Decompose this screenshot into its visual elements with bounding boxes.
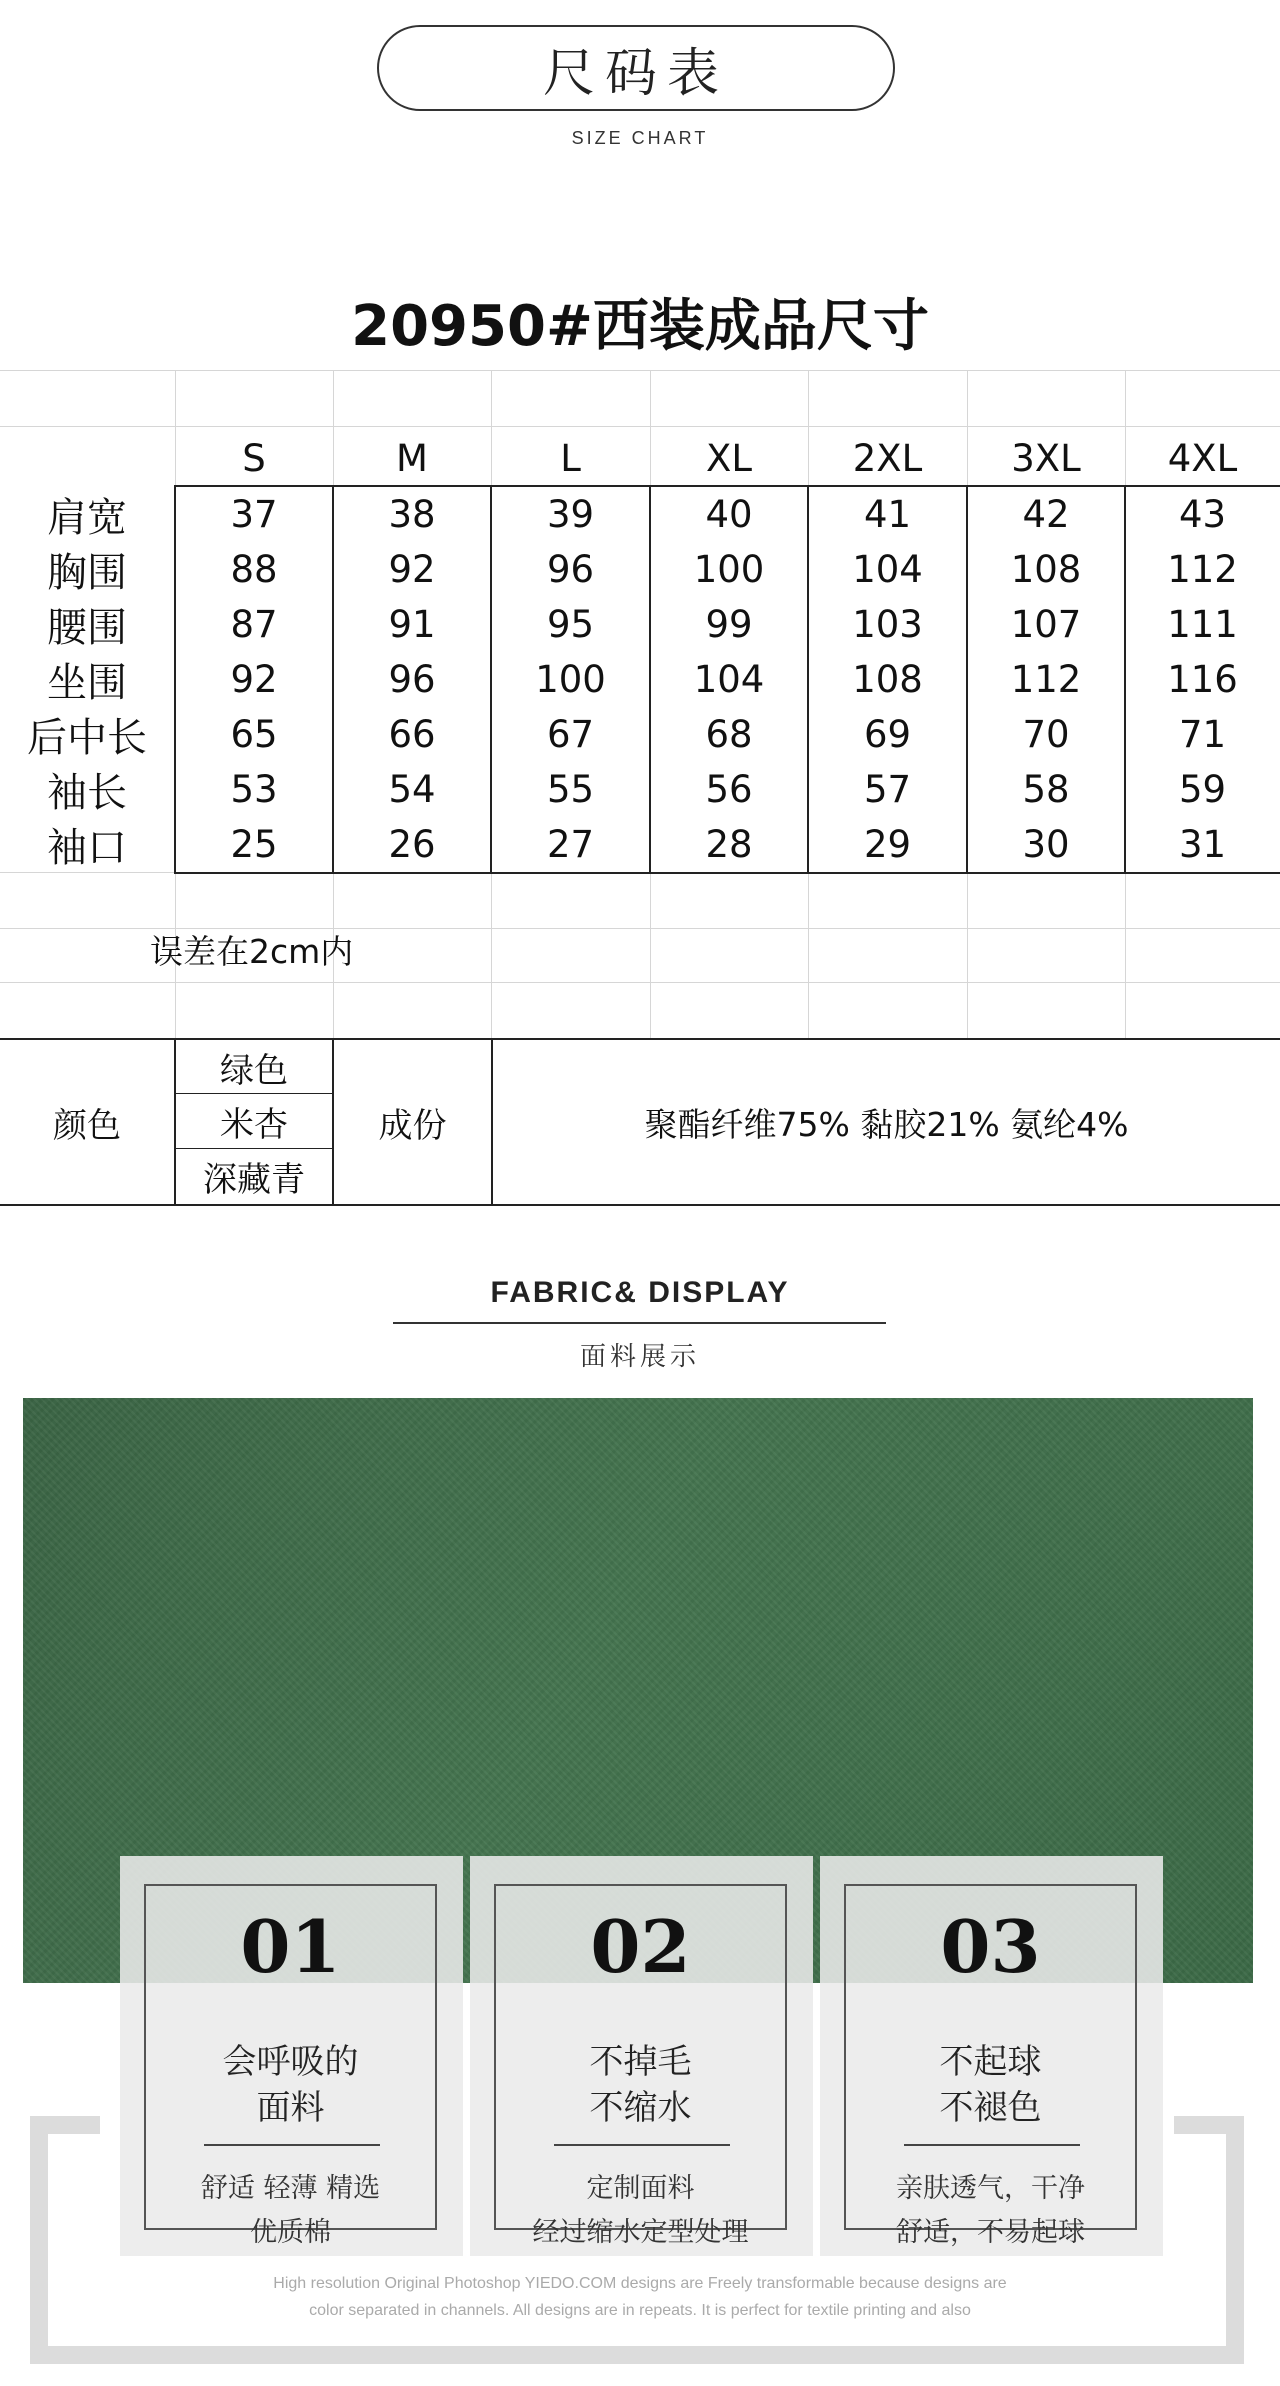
title-divider <box>393 1322 886 1324</box>
table-cell: 31 <box>1178 823 1227 866</box>
table-cell: 104 <box>693 658 765 701</box>
disclaimer-line: High resolution Original Photoshop YIEDO.COM designs are Freely transformable because designs are <box>273 2275 1007 2292</box>
table-cell: 59 <box>1178 768 1227 811</box>
table-cell: 96 <box>546 548 595 591</box>
feature-description: 定制面料 <box>586 2173 695 2204</box>
size-header-l: L <box>560 436 581 480</box>
frame-decoration <box>30 2346 1244 2364</box>
table-cell: 92 <box>388 548 436 591</box>
table-cell: 92 <box>230 658 278 701</box>
table-cell: 25 <box>230 823 278 866</box>
table-cell: 91 <box>388 603 436 646</box>
feature-description: 舒适 轻薄 精选 <box>200 2173 381 2204</box>
size-chart-subtitle: SIZE CHART <box>571 128 709 148</box>
feature-divider <box>904 2144 1080 2146</box>
row-label: 胸围 <box>47 550 127 596</box>
fabric-display-subtitle: 面料展示 <box>579 1342 700 1372</box>
table-cell: 99 <box>705 603 753 646</box>
feature-title: 不掉毛 <box>589 2042 692 2082</box>
table-cell: 56 <box>705 768 753 811</box>
feature-description: 舒适，不易起球 <box>896 2217 1085 2248</box>
size-table <box>0 370 1280 1208</box>
feature-title: 会呼吸的 <box>222 2042 359 2082</box>
feature-description: 经过缩水定型处理 <box>532 2217 749 2248</box>
table-cell: 95 <box>546 603 595 646</box>
table-cell: 58 <box>1022 768 1070 811</box>
feature-title: 不起球 <box>939 2042 1042 2082</box>
table-cell: 100 <box>693 548 765 591</box>
table-cell: 42 <box>1022 493 1070 536</box>
table-cell: 100 <box>535 658 606 701</box>
table-cell: 69 <box>863 713 912 756</box>
color-option: 米杏 <box>220 1105 288 1145</box>
color-label: 颜色 <box>53 1106 121 1146</box>
table-cell: 54 <box>388 768 436 811</box>
row-label: 袖长 <box>47 770 127 816</box>
table-title: 20950#西装成品尺寸 <box>351 294 929 359</box>
table-cell: 70 <box>1022 713 1070 756</box>
feature-divider <box>204 2144 380 2146</box>
size-header-s: S <box>242 436 266 480</box>
table-cell: 38 <box>388 493 436 536</box>
feature-number: 03 <box>940 1904 1041 1989</box>
table-cell: 67 <box>546 713 595 756</box>
row-label: 后中长 <box>27 715 147 761</box>
table-cell: 96 <box>388 658 436 701</box>
feature-title: 面料 <box>256 2088 325 2128</box>
disclaimer-line: color separated in channels. All designs are in repeats. It is perfect for textile printing and also <box>309 2302 971 2319</box>
frame-decoration <box>1226 2116 1244 2364</box>
table-cell: 104 <box>852 548 923 591</box>
row-label: 坐围 <box>47 660 127 706</box>
composition-label: 成份 <box>378 1106 447 1146</box>
feature-card <box>820 1856 1163 2256</box>
table-cell: 116 <box>1167 658 1238 701</box>
feature-title: 不褪色 <box>939 2088 1042 2128</box>
table-cell: 112 <box>1167 548 1238 591</box>
table-cell: 57 <box>863 768 912 811</box>
table-cell: 108 <box>852 658 923 701</box>
row-label: 袖口 <box>47 825 127 871</box>
disclaimer-text <box>0 2270 1280 2324</box>
feature-card <box>470 1856 813 2256</box>
table-cell: 53 <box>230 768 278 811</box>
table-cell: 27 <box>546 823 595 866</box>
frame-decoration <box>30 2116 48 2364</box>
table-cell: 26 <box>388 823 436 866</box>
feature-card <box>120 1856 463 2256</box>
table-cell: 103 <box>852 603 923 646</box>
table-cell: 40 <box>705 493 753 536</box>
feature-title: 不缩水 <box>589 2088 692 2128</box>
size-header-3xl: 3XL <box>1011 436 1081 480</box>
table-cell: 55 <box>546 768 595 811</box>
fabric-display-title: FABRIC& DISPLAY <box>490 1276 790 1309</box>
table-cell: 66 <box>388 713 436 756</box>
table-cell: 111 <box>1167 603 1238 646</box>
feature-divider <box>554 2144 730 2146</box>
table-cell: 112 <box>1010 658 1082 701</box>
color-option: 深藏青 <box>203 1160 305 1200</box>
table-cell: 39 <box>546 493 595 536</box>
tolerance-note: 误差在2cm内 <box>150 932 354 971</box>
size-header-m: M <box>396 436 428 480</box>
table-cell: 28 <box>705 823 753 866</box>
row-label: 肩宽 <box>47 495 127 541</box>
feature-description: 亲肤透气，干净 <box>896 2173 1085 2204</box>
feature-description: 优质棉 <box>250 2217 331 2248</box>
color-option: 绿色 <box>220 1050 288 1091</box>
feature-number: 01 <box>240 1904 341 1989</box>
table-cell: 71 <box>1178 713 1227 756</box>
size-header-2xl: 2XL <box>852 436 923 480</box>
table-cell: 29 <box>863 823 912 866</box>
table-cell: 107 <box>1010 603 1082 646</box>
table-cell: 30 <box>1022 823 1070 866</box>
composition-value: 聚酯纤维75% 黏胶21% 氨纶4% <box>644 1105 1129 1144</box>
table-cell: 88 <box>230 548 278 591</box>
size-header-4xl: 4XL <box>1167 436 1238 480</box>
table-cell: 41 <box>863 493 912 536</box>
table-cell: 108 <box>1010 548 1082 591</box>
table-cell: 87 <box>230 603 278 646</box>
feature-number: 02 <box>590 1904 691 1989</box>
table-cell: 43 <box>1178 493 1227 536</box>
row-label: 腰围 <box>47 605 127 651</box>
size-header-xl: XL <box>706 436 752 480</box>
table-cell: 65 <box>230 713 278 756</box>
size-chart-title: 尺码表 <box>377 25 895 111</box>
table-cell: 68 <box>705 713 753 756</box>
table-cell: 37 <box>230 493 278 536</box>
